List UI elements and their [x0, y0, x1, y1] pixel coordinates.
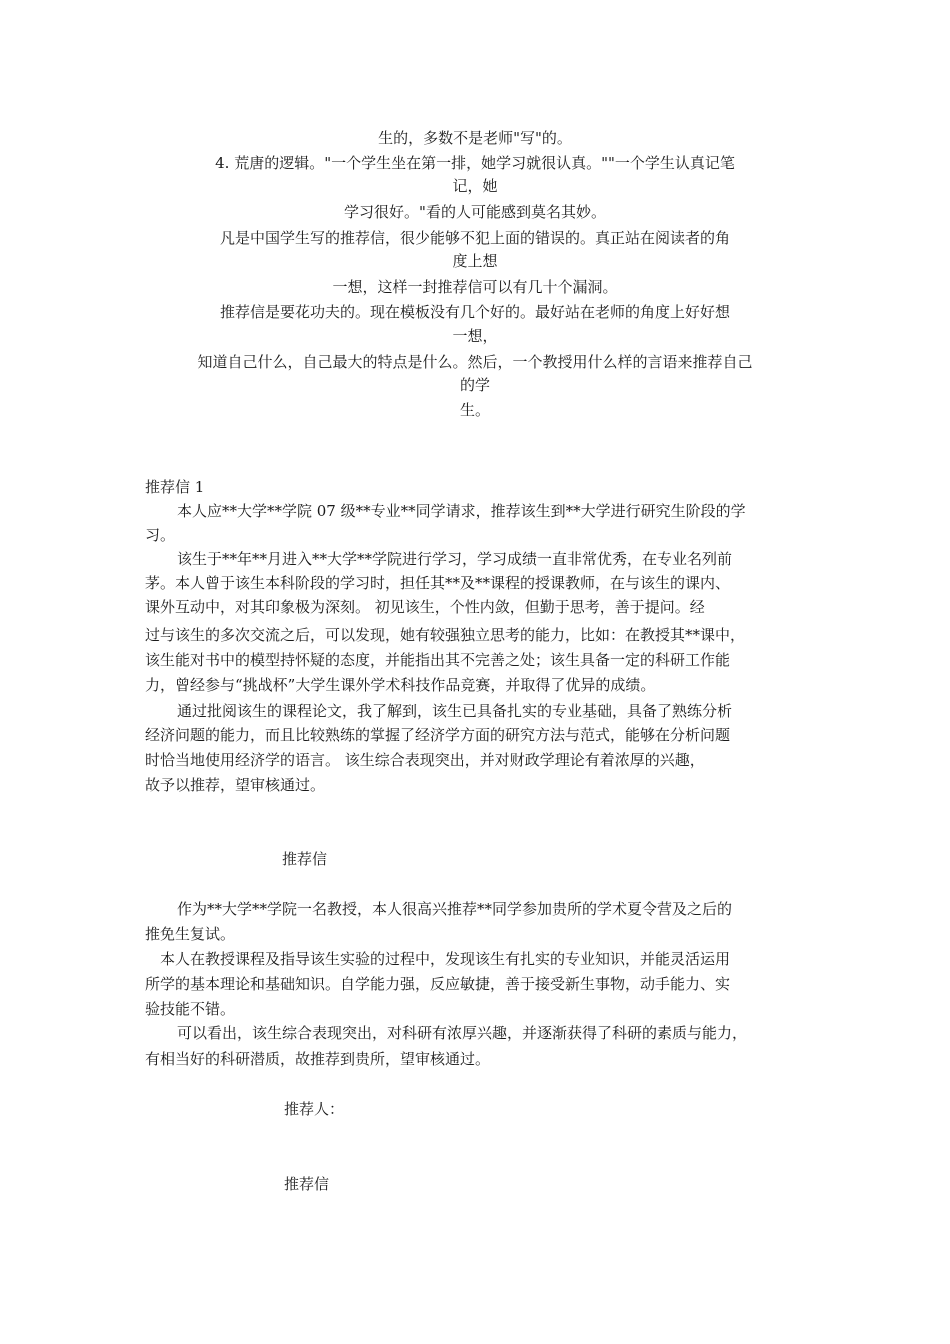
intro-line: 度上想 [452, 252, 498, 270]
intro-line: 4. 荒唐的逻辑。"一个学生坐在第一排，她学习就很认真。""一个学生认真记笔 [215, 154, 735, 172]
letter-2-line: 作为**大学**学院一名教授，本人很高兴推荐**同学参加贵所的学术夏令营及之后的 [177, 900, 733, 918]
letter-1-line: 习。 [145, 526, 176, 544]
letter-1-line: 时恰当地使用经济学的语言。 该生综合表现突出，并对财政学理论有着浓厚的兴趣， [145, 751, 705, 769]
letter-2-line: 可以看出，该生综合表现突出，对科研有浓厚兴趣，并逐渐获得了科研的素质与能力， [177, 1024, 748, 1042]
intro-line: 生。 [459, 401, 490, 419]
letter-1-line: 该生能对书中的模型持怀疑的态度，并能指出其不完善之处；该生具备一定的科研工作能 [145, 651, 731, 669]
letter-2-line: 所学的基本理论和基础知识。自学能力强，反应敏捷，善于接受新生事物，动手能力、实 [145, 975, 731, 993]
letter-2-line: 推免生复试。 [145, 925, 236, 943]
letter-1-line: 过与该生的多次交流之后，可以发现，她有较强独立思考的能力，比如：在教授其**课中， [145, 626, 746, 644]
letter-1-line: 本人应**大学**学院 07 级**专业**同学请求，推荐该生到**大学进行研究生阶段的学 [177, 502, 746, 520]
intro-line: 知道自己什么，自己最大的特点是什么。然后，一个教授用什么样的言语来推荐自己 [197, 353, 753, 371]
intro-line: 一想，这样一封推荐信可以有几十个漏洞。 [332, 278, 618, 296]
letter-2-signature: 推荐人： [284, 1100, 345, 1118]
intro-line: 生的，多数不是老师"写"的。 [378, 129, 572, 147]
intro-line: 记，她 [452, 177, 498, 195]
letter-1-line: 该生于**年**月进入**大学**学院进行学习，学习成绩一直非常优秀，在专业名列前 [177, 550, 733, 568]
letter-3-title: 推荐信 [284, 1175, 330, 1193]
letter-1-line: 通过批阅该生的课程论文，我了解到，该生已具备扎实的专业基础，具备了熟练分析 [177, 702, 733, 720]
intro-line: 凡是中国学生写的推荐信，很少能够不犯上面的错误的。真正站在阅读者的角 [219, 229, 730, 247]
letter-1-line: 力，曾经参与“挑战杯”大学生课外学术科技作品竞赛，并取得了优异的成绩。 [145, 676, 656, 694]
letter-2-line: 验技能不错。 [145, 1000, 236, 1018]
letter-1-line: 课外互动中，对其印象极为深刻。 初见该生，个性内敛，但勤于思考，善于提问。经 [145, 598, 705, 616]
intro-line: 的学 [459, 376, 490, 394]
intro-line: 学习很好。"看的人可能感到莫名其妙。 [344, 203, 606, 221]
letter-2-line: 有相当好的科研潜质，故推荐到贵所，望审核通过。 [145, 1050, 491, 1068]
intro-line: 推荐信是要花功夫的。现在模板没有几个好的。最好站在老师的角度上好好想 [219, 303, 730, 321]
letter-1-line: 经济问题的能力，而且比较熟练的掌握了经济学方面的研究方法与范式，能够在分析问题 [145, 726, 731, 744]
letter-2-line: 本人在教授课程及指导该生实验的过程中，发现该生有扎实的专业知识，并能灵活运用 [160, 950, 731, 968]
letter-1-line: 茅。本人曾于该生本科阶段的学习时，担任其**及**课程的授课教师，在与该生的课内、 [145, 574, 731, 592]
letter-1-title: 推荐信 1 [145, 478, 205, 496]
letter-1-line: 故予以推荐，望审核通过。 [145, 776, 326, 794]
intro-line: 一想， [452, 327, 498, 345]
letter-2-title: 推荐信 [282, 850, 328, 868]
